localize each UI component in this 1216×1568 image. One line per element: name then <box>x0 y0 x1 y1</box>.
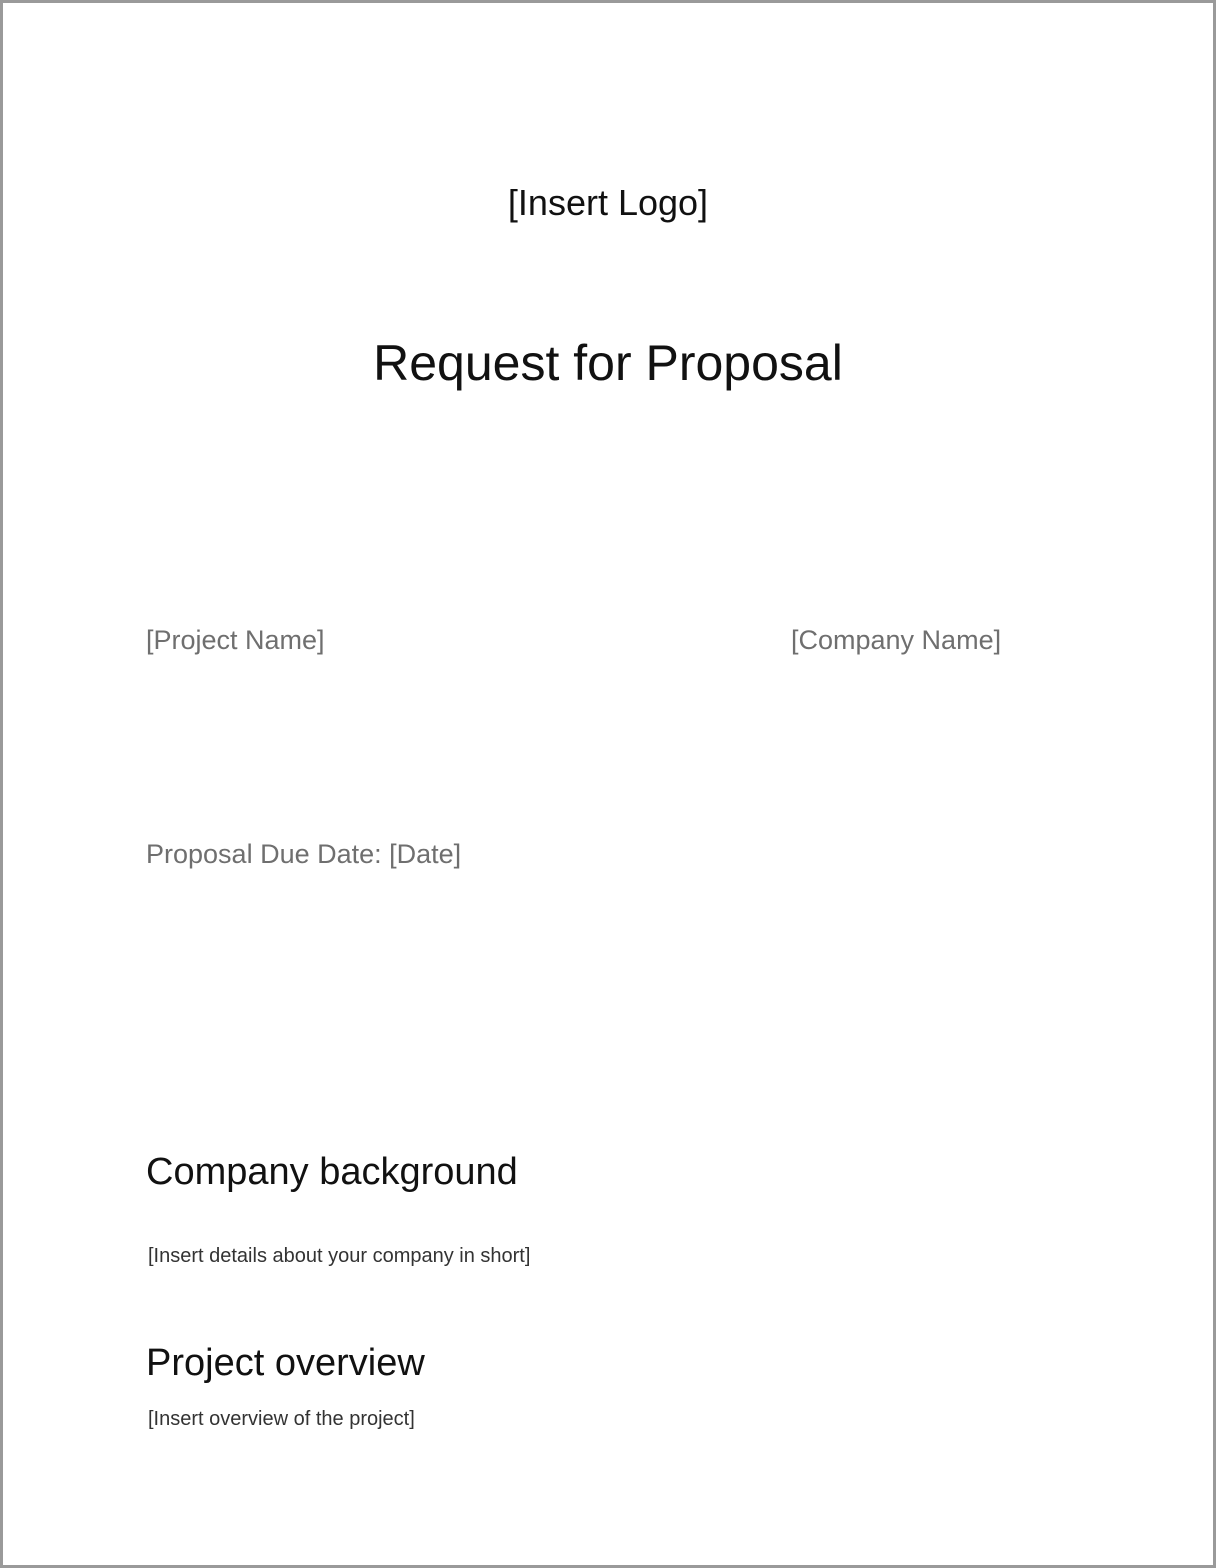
section-heading-company-background: Company background <box>146 1151 518 1193</box>
section-heading-project-overview: Project overview <box>146 1342 425 1384</box>
project-name-placeholder: [Project Name] <box>146 625 325 655</box>
section-body-project-overview: [Insert overview of the project] <box>148 1408 415 1430</box>
company-name-placeholder: [Company Name] <box>791 625 1002 655</box>
logo-placeholder: [Insert Logo] <box>507 182 709 223</box>
document-title: Request for Proposal <box>373 335 843 391</box>
section-body-company-background: [Insert details about your company in short] <box>148 1245 531 1267</box>
proposal-due-date: Proposal Due Date: [Date] <box>146 839 462 869</box>
